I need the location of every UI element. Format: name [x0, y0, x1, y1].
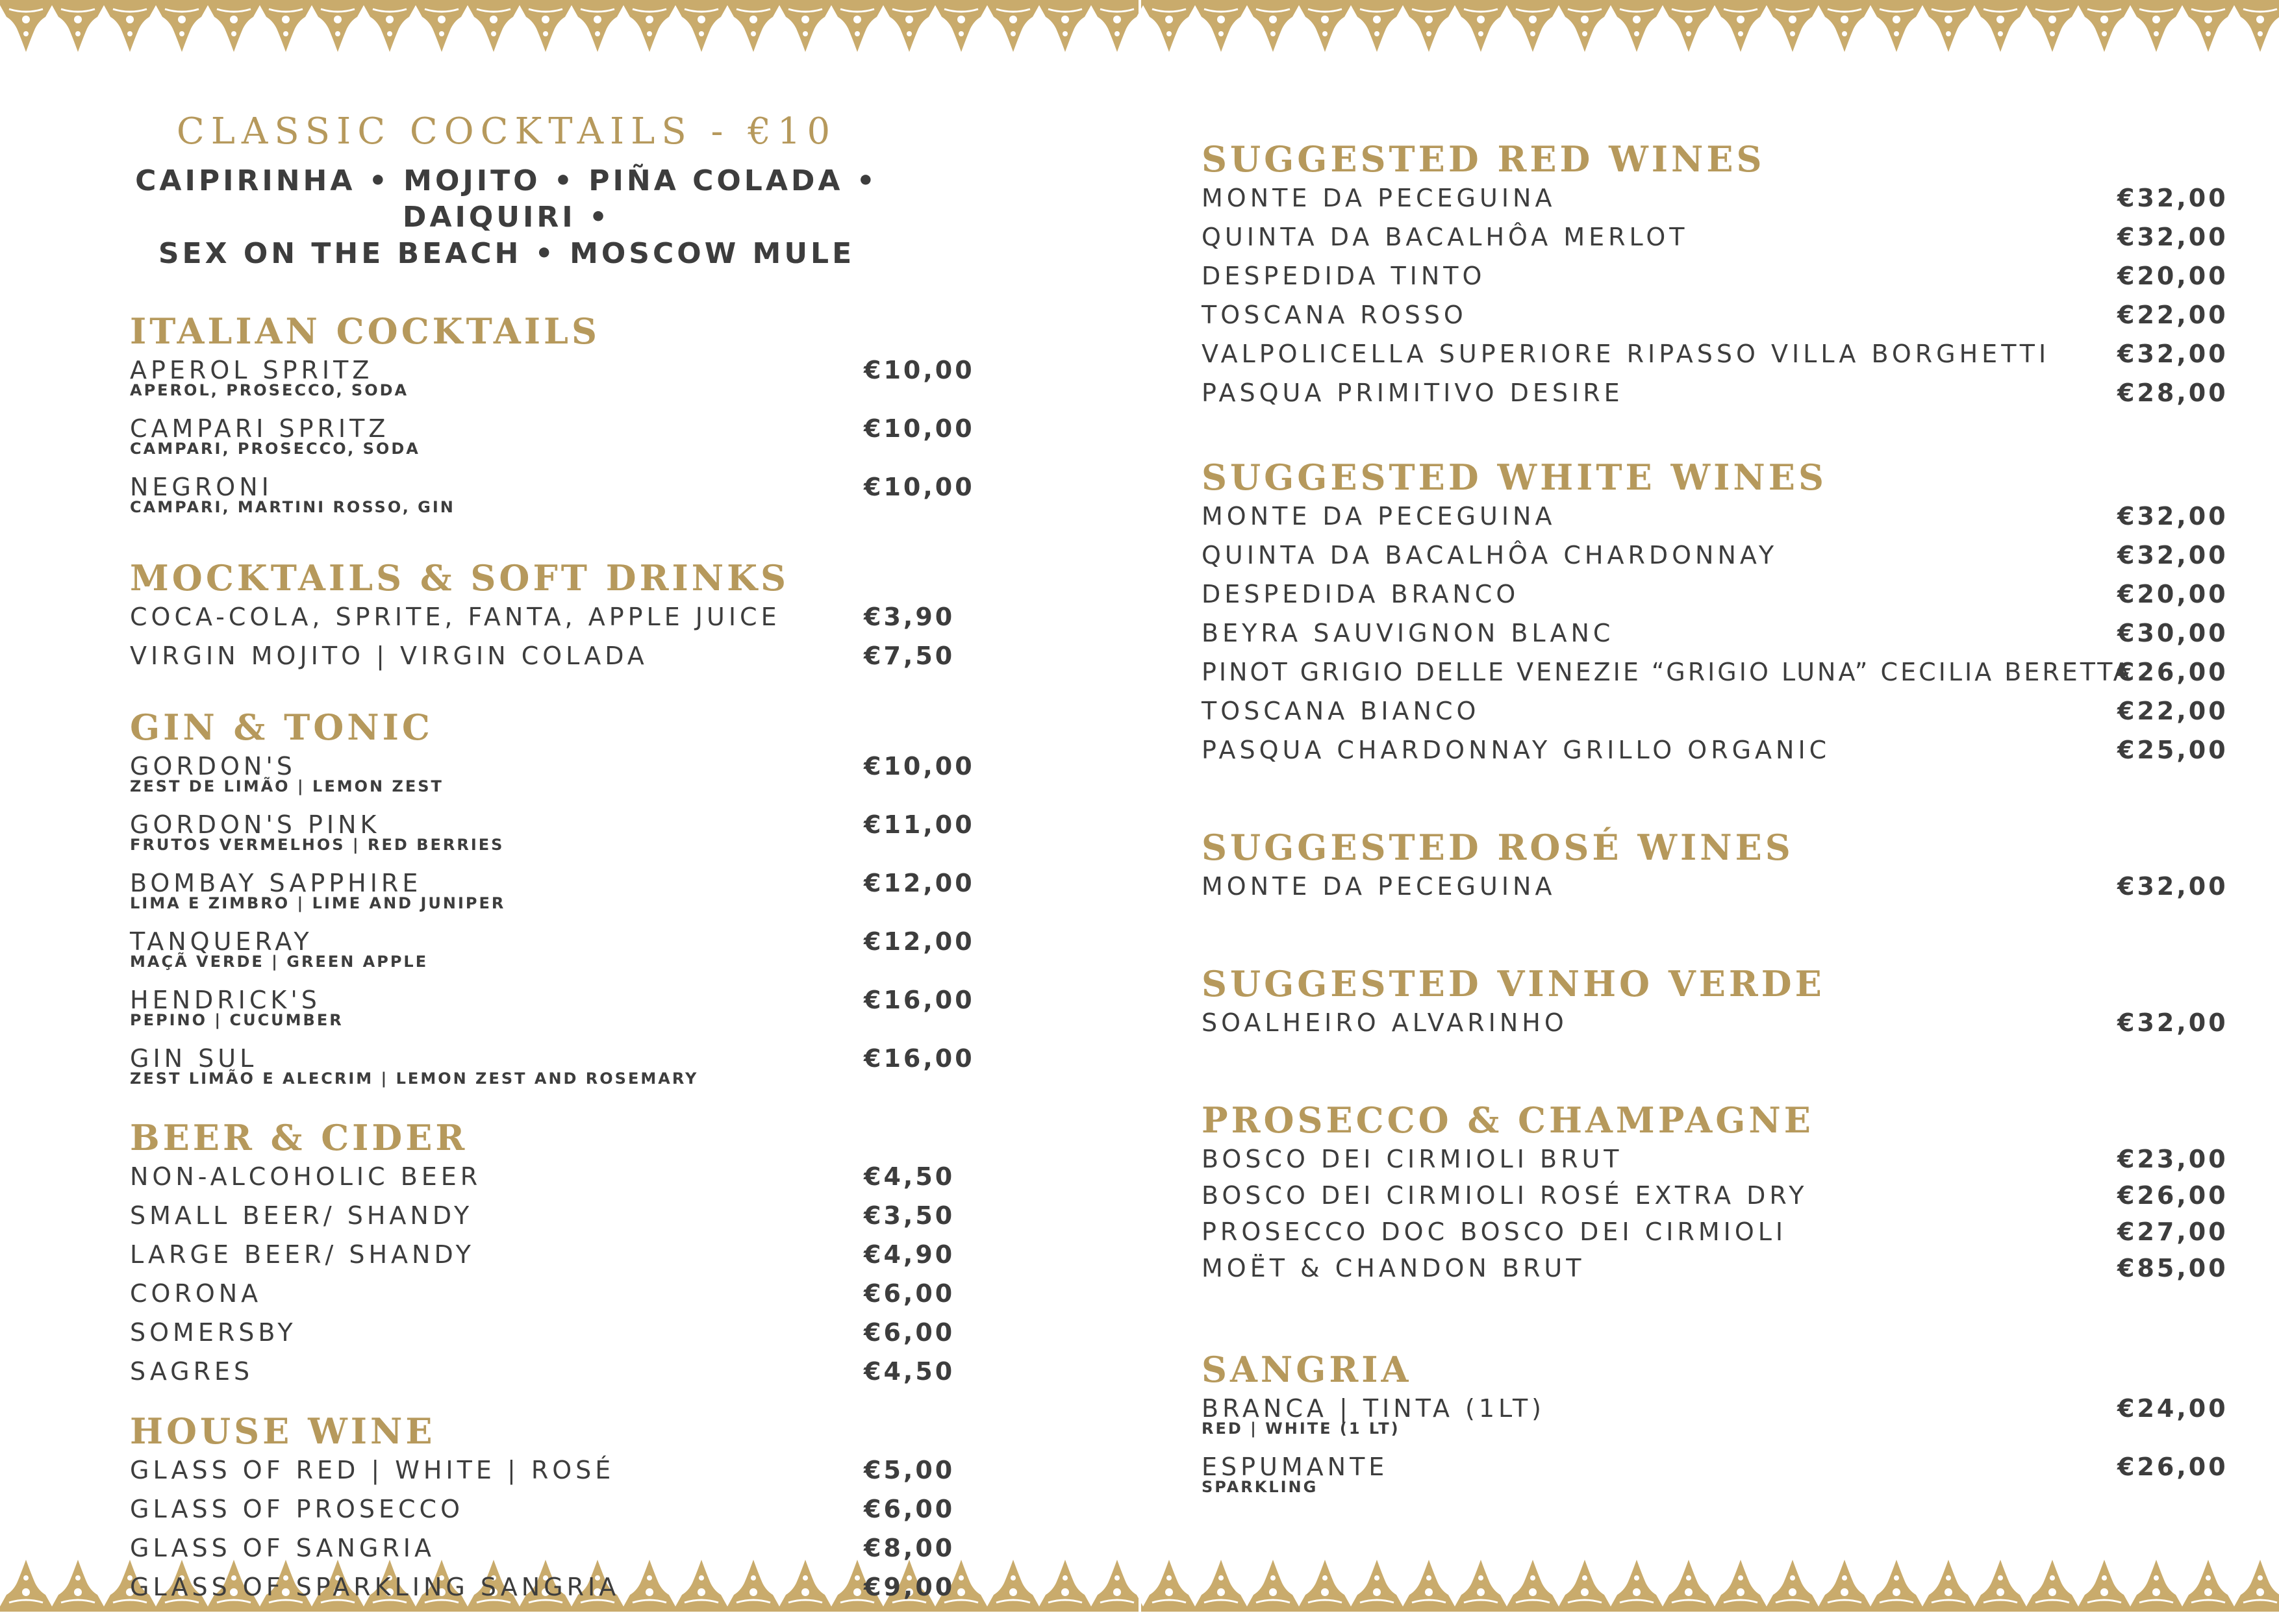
- item-price: €8,00: [864, 1534, 955, 1562]
- beer-cider-section: [130, 1115, 1026, 1394]
- item-name: CORONA: [130, 1279, 262, 1308]
- menu-item: [130, 471, 1026, 529]
- menu-item: [130, 1493, 1026, 1532]
- menu-item: [1202, 734, 2228, 773]
- item-name: PASQUA CHARDONNAY GRILLO ORGANIC: [1202, 736, 1831, 764]
- right-menu-column: [1202, 136, 2228, 1523]
- item-description: ZEST DE LIMÃO | LEMON ZEST: [130, 777, 444, 795]
- menu-item: [130, 1316, 1026, 1355]
- item-price: €7,50: [864, 642, 955, 670]
- prosecco-champagne-section: [1202, 1097, 2228, 1288]
- item-price: €32,00: [2117, 340, 2228, 368]
- menu-item: [130, 354, 1026, 412]
- classic-line-1: CAIPIRINHA • MOJITO • PIÑA COLADA • DAIQUIRI •: [135, 164, 878, 234]
- item-name: SOMERSBY: [130, 1318, 297, 1347]
- item-name: TANQUERAY: [130, 927, 313, 956]
- menu-item: [1202, 1451, 2228, 1509]
- item-description: LIMA E ZIMBRO | LIME AND JUNIPER: [130, 894, 506, 912]
- menu-item: [130, 1277, 1026, 1316]
- item-name: BOSCO DEI CIRMIOLI ROSÉ EXTRA DRY: [1202, 1181, 1808, 1210]
- item-name: SAGRES: [130, 1357, 254, 1386]
- item-name: MOËT & CHANDON BRUT: [1202, 1254, 1585, 1282]
- red-wines-section: [1202, 136, 2228, 416]
- item-price: €30,00: [2117, 619, 2228, 647]
- item-price: €4,50: [864, 1162, 955, 1191]
- section-title: PROSECCO & CHAMPAGNE: [1202, 1099, 1814, 1141]
- item-name: GLASS OF PROSECCO: [130, 1495, 464, 1523]
- item-name: VALPOLICELLA SUPERIORE RIPASSO VILLA BORGHETTI: [1202, 340, 2050, 368]
- item-name: CAMPARI SPRITZ: [130, 414, 390, 443]
- item-name: VIRGIN MOJITO | VIRGIN COLADA: [130, 642, 648, 670]
- menu-item: [1202, 539, 2228, 578]
- item-name: GLASS OF SPARKLING SANGRIA: [130, 1573, 620, 1601]
- menu-item: [1202, 1006, 2228, 1045]
- classic-cocktails-list: [130, 163, 883, 272]
- item-price: €26,00: [2117, 658, 2228, 686]
- item-name: BOMBAY SAPPHIRE: [130, 869, 422, 897]
- item-price: €5,00: [864, 1456, 955, 1484]
- item-price: €22,00: [2117, 697, 2228, 725]
- item-description: PEPINO | CUCUMBER: [130, 1011, 344, 1029]
- item-name: APEROL SPRITZ: [130, 356, 373, 384]
- menu-item: [130, 867, 1026, 925]
- menu-item: [1202, 299, 2228, 338]
- menu-item: [130, 601, 1026, 640]
- item-name: PASQUA PRIMITIVO DESIRE: [1202, 379, 1624, 407]
- item-description: APEROL, PROSECCO, SODA: [130, 381, 409, 399]
- item-price: €24,00: [2117, 1394, 2228, 1423]
- menu-item: [1202, 338, 2228, 377]
- item-price: €6,00: [864, 1279, 955, 1308]
- menu-item: [1202, 656, 2228, 695]
- item-name: PINOT GRIGIO DELLE VENEZIE “GRIGIO LUNA” CECILIA BERETTA: [1202, 658, 2133, 686]
- menu-item: [130, 984, 1026, 1042]
- item-price: €11,00: [864, 810, 975, 839]
- classic-line-2: SEX ON THE BEACH • MOSCOW MULE: [158, 237, 855, 270]
- menu-item: [130, 1199, 1026, 1238]
- item-name: MONTE DA PECEGUINA: [1202, 872, 1556, 901]
- menu-item: [130, 1160, 1026, 1199]
- item-price: €10,00: [864, 473, 975, 501]
- item-price: €32,00: [2117, 223, 2228, 251]
- item-name: GLASS OF RED | WHITE | ROSÉ: [130, 1456, 615, 1484]
- item-name: GORDON'S: [130, 752, 296, 781]
- italian-cocktails-section: [130, 308, 1026, 529]
- item-name: TOSCANA BIANCO: [1202, 697, 1480, 725]
- menu-item: [1202, 500, 2228, 539]
- menu-item: [1202, 182, 2228, 221]
- house-wine-section: [130, 1408, 1026, 1610]
- item-price: €10,00: [864, 356, 975, 384]
- item-name: COCA-COLA, SPRITE, FANTA, APPLE JUICE: [130, 603, 781, 631]
- item-description: CAMPARI, PROSECCO, SODA: [130, 440, 420, 458]
- menu-item: [130, 925, 1026, 984]
- item-price: €4,90: [864, 1240, 955, 1269]
- item-name: DESPEDIDA BRANCO: [1202, 580, 1520, 608]
- item-price: €12,00: [864, 869, 975, 897]
- menu-item: [1202, 1252, 2228, 1288]
- item-price: €12,00: [864, 927, 975, 956]
- item-name: SOALHEIRO ALVARINHO: [1202, 1008, 1568, 1037]
- item-name: TOSCANA ROSSO: [1202, 301, 1467, 329]
- item-name: DESPEDIDA TINTO: [1202, 262, 1486, 290]
- rose-wines-section: [1202, 825, 2228, 909]
- item-price: €3,50: [864, 1201, 955, 1230]
- gin-tonic-section: [130, 705, 1026, 1101]
- section-title: SANGRIA: [1202, 1349, 1412, 1390]
- section-title: ITALIAN COCKTAILS: [130, 310, 600, 352]
- menu-item: [130, 750, 1026, 808]
- item-price: €9,00: [864, 1573, 955, 1601]
- item-name: NON-ALCOHOLIC BEER: [130, 1162, 482, 1191]
- item-price: €85,00: [2117, 1254, 2228, 1282]
- page-fold-divider: [1139, 0, 1141, 1612]
- item-description: MAÇÃ VERDE | GREEN APPLE: [130, 953, 429, 971]
- menu-item: [1202, 221, 2228, 260]
- vinho-verde-section: [1202, 961, 2228, 1045]
- item-price: €26,00: [2117, 1453, 2228, 1481]
- item-name: GLASS OF SANGRIA: [130, 1534, 435, 1562]
- section-title: GIN & TONIC: [130, 706, 433, 748]
- item-name: GORDON'S PINK: [130, 810, 381, 839]
- item-name: SMALL BEER/ SHANDY: [130, 1201, 473, 1230]
- item-name: HENDRICK'S: [130, 986, 321, 1014]
- item-description: RED | WHITE (1 LT): [1202, 1419, 1400, 1438]
- white-wines-section: [1202, 455, 2228, 773]
- menu-item: [130, 1571, 1026, 1610]
- section-title: SUGGESTED RED WINES: [1202, 138, 1765, 180]
- menu-item: [130, 1238, 1026, 1277]
- item-price: €32,00: [2117, 1008, 2228, 1037]
- item-name: QUINTA DA BACALHÔA CHARDONNAY: [1202, 541, 1778, 569]
- item-price: €6,00: [864, 1318, 955, 1347]
- menu-item: [1202, 578, 2228, 617]
- left-menu-column: [130, 110, 1026, 1624]
- item-price: €4,50: [864, 1357, 955, 1386]
- item-name: BOSCO DEI CIRMIOLI BRUT: [1202, 1145, 1623, 1173]
- item-price: €6,00: [864, 1495, 955, 1523]
- menu-item: [130, 1532, 1026, 1571]
- item-price: €16,00: [864, 986, 975, 1014]
- menu-item: [130, 412, 1026, 471]
- item-price: €20,00: [2117, 580, 2228, 608]
- item-description: CAMPARI, MARTINI ROSSO, GIN: [130, 498, 455, 516]
- item-price: €32,00: [2117, 502, 2228, 531]
- section-title: SUGGESTED VINHO VERDE: [1202, 963, 1825, 1005]
- classic-cocktails-title: CLASSIC COCKTAILS - €10: [176, 110, 837, 153]
- menu-item: [130, 1042, 1026, 1101]
- item-price: €22,00: [2117, 301, 2228, 329]
- menu-item: [1202, 695, 2228, 734]
- section-title: MOCKTAILS & SOFT DRINKS: [130, 557, 790, 599]
- item-name: QUINTA DA BACALHÔA MERLOT: [1202, 223, 1689, 251]
- section-title: HOUSE WINE: [130, 1410, 436, 1452]
- item-description: SPARKLING: [1202, 1478, 1318, 1496]
- section-title: SUGGESTED ROSÉ WINES: [1202, 827, 1794, 868]
- item-name: BEYRA SAUVIGNON BLANC: [1202, 619, 1615, 647]
- menu-item: [1202, 260, 2228, 299]
- item-description: ZEST LIMÃO E ALECRIM | LEMON ZEST AND ROSEMARY: [130, 1069, 699, 1088]
- menu-item: [130, 808, 1026, 867]
- item-price: €32,00: [2117, 872, 2228, 901]
- item-name: GIN SUL: [130, 1044, 258, 1073]
- item-name: LARGE BEER/ SHANDY: [130, 1240, 475, 1269]
- mocktails-section: [130, 555, 1026, 679]
- item-price: €10,00: [864, 752, 975, 781]
- item-name: ESPUMANTE: [1202, 1453, 1389, 1481]
- item-description: FRUTOS VERMELHOS | RED BERRIES: [130, 836, 505, 854]
- menu-item: [1202, 1216, 2228, 1252]
- item-name: PROSECCO DOC BOSCO DEI CIRMIOLI: [1202, 1218, 1787, 1246]
- menu-item: [130, 1355, 1026, 1394]
- item-price: €26,00: [2117, 1181, 2228, 1210]
- menu-item: [1202, 377, 2228, 416]
- menu-item: [1202, 870, 2228, 909]
- sangria-section: [1202, 1347, 2228, 1509]
- section-title: SUGGESTED WHITE WINES: [1202, 456, 1827, 498]
- item-name: BRANCA | TINTA (1LT): [1202, 1394, 1546, 1423]
- item-price: €16,00: [864, 1044, 975, 1073]
- section-title: BEER & CIDER: [130, 1117, 468, 1158]
- item-price: €25,00: [2117, 736, 2228, 764]
- menu-item: [130, 1454, 1026, 1493]
- item-price: €10,00: [864, 414, 975, 443]
- item-price: €23,00: [2117, 1145, 2228, 1173]
- menu-item: [1202, 1143, 2228, 1179]
- item-price: €32,00: [2117, 184, 2228, 212]
- item-name: MONTE DA PECEGUINA: [1202, 502, 1556, 531]
- menu-item: [1202, 1392, 2228, 1451]
- item-price: €28,00: [2117, 379, 2228, 407]
- item-price: €27,00: [2117, 1218, 2228, 1246]
- item-price: €20,00: [2117, 262, 2228, 290]
- item-name: NEGRONI: [130, 473, 273, 501]
- item-price: €32,00: [2117, 541, 2228, 569]
- menu-item: [130, 640, 1026, 679]
- menu-item: [1202, 617, 2228, 656]
- item-price: €3,90: [864, 603, 955, 631]
- menu-item: [1202, 1179, 2228, 1216]
- item-name: MONTE DA PECEGUINA: [1202, 184, 1556, 212]
